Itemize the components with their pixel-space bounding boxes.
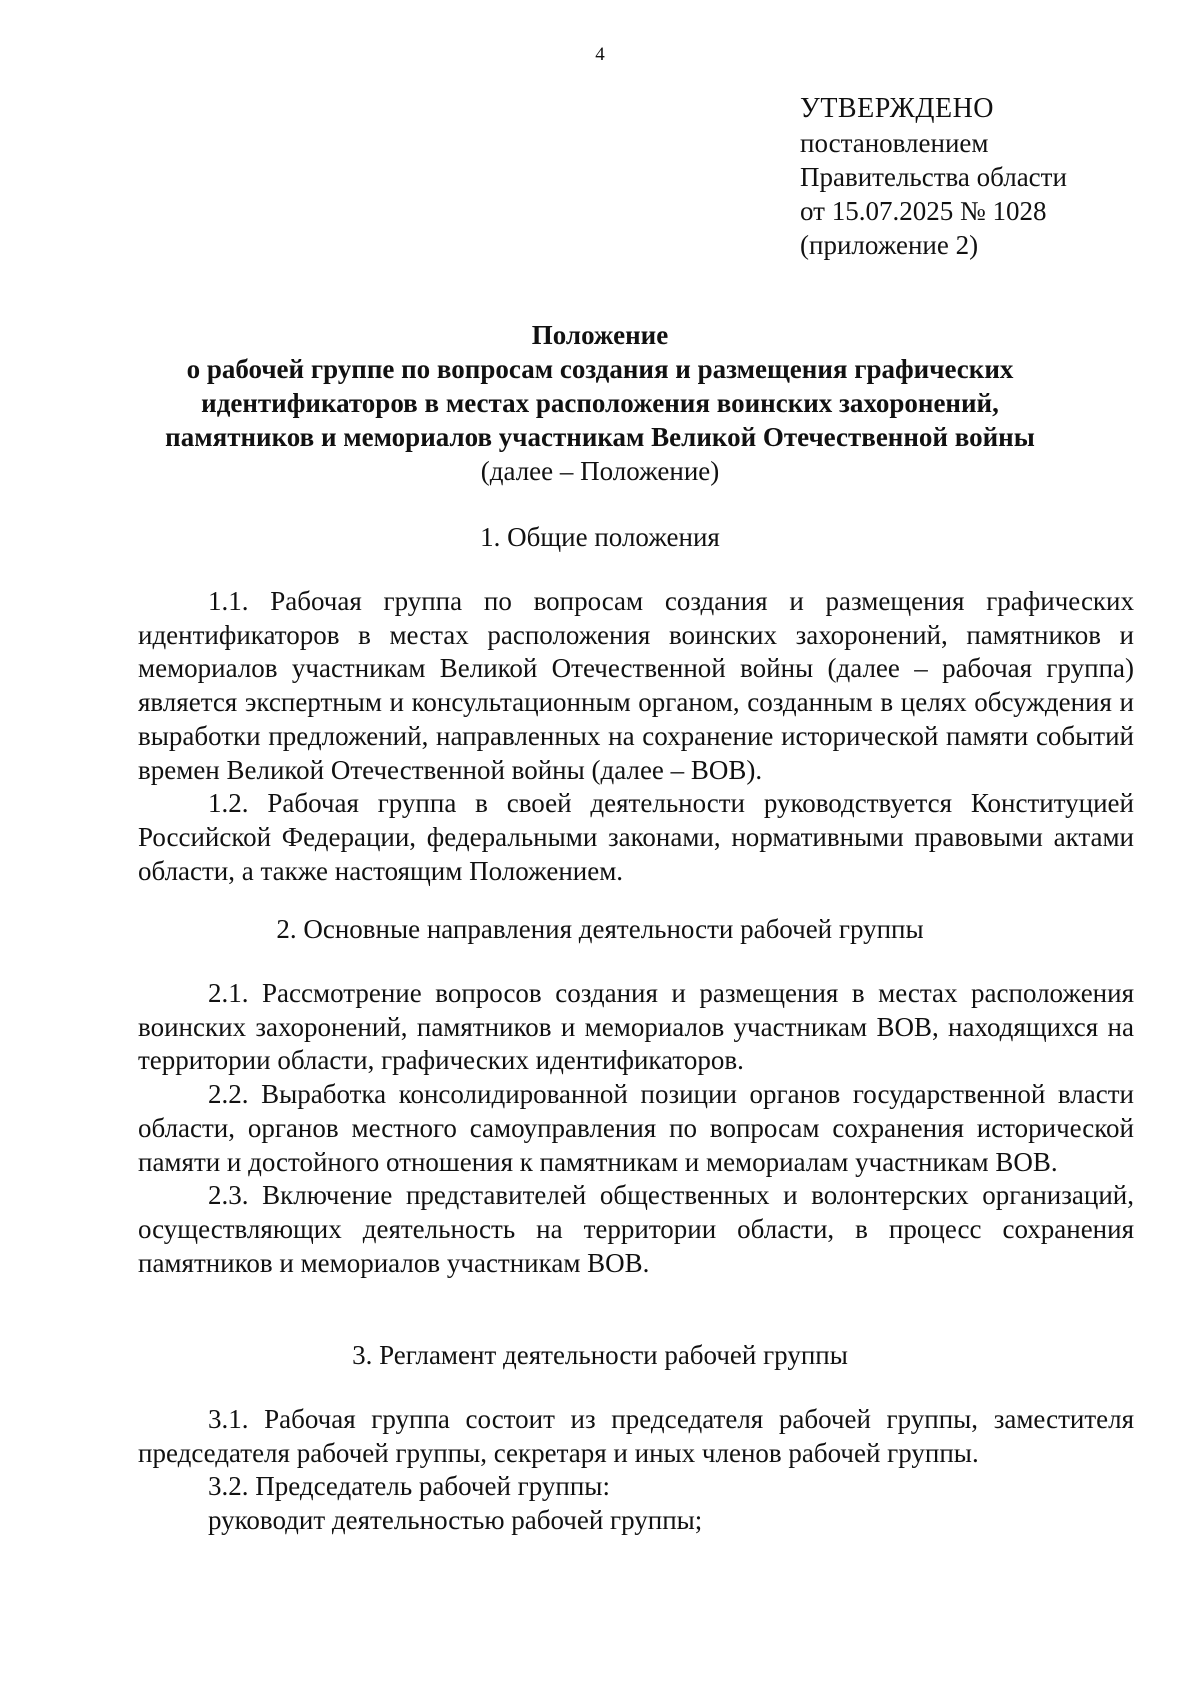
approval-appendix: (приложение 2) [800,230,979,260]
title-line: о рабочей группе по вопросам создания и размещения графических [186,354,1014,384]
paragraph-3-2: 3.2. Председатель рабочей группы: [208,1471,610,1502]
section-1-body [138,585,1134,888]
paragraph-1-1: 1.1. Рабочая группа по вопросам создания и размещения графических идентификаторов в местах расположения воинских захоронений, памятников и мемориалов участникам Великой Отечественной войны (далее – рабочая группа) является экспертным и консультационным органом, созданным в целях обсуждения и выработки предложений, направленных на сохранение исторической памяти событий времен Великой Отечественной войны (далее – ВОВ). [138,586,1134,785]
section-2-body [138,977,1134,1280]
section-heading-3: 3. Регламент деятельности рабочей группы [352,1340,848,1370]
document-title [0,318,1200,488]
section-3-body [138,1403,1134,1538]
approval-heading: УТВЕРЖДЕНО [800,93,995,124]
approval-line: Правительства области [800,162,1067,192]
page-number: 4 [595,44,605,65]
paragraph-2-3: 2.3. Включение представителей общественных и волонтерских организаций, осуществляющих деятельность на территории области, в процесс сохранения памятников и мемориалов участникам ВОВ. [138,1180,1134,1278]
approval-date-number: от 15.07.2025 № 1028 [800,196,1047,226]
section-heading-2: 2. Основные направления деятельности рабочей группы [276,914,924,944]
title-line: памятников и мемориалов участникам Великой Отечественной войны [165,422,1035,452]
title-abbreviation: (далее – Положение) [480,456,720,486]
title-heading: Положение [531,320,669,350]
title-line: идентификаторов в местах расположения воинских захоронений, [201,388,999,418]
approval-stamp [800,92,1067,262]
paragraph-3-1: 3.1. Рабочая группа состоит из председателя рабочей группы, заместителя председателя рабочей группы, секретаря и иных членов рабочей группы. [138,1404,1134,1468]
approval-line: постановлением [800,128,989,158]
paragraph-2-1: 2.1. Рассмотрение вопросов создания и размещения в местах расположения воинских захоронений, памятников и мемориалов участникам ВОВ, находящихся на территории области, графических идентификаторов. [138,978,1134,1076]
section-heading-1: 1. Общие положения [480,522,720,552]
paragraph-2-2: 2.2. Выработка консолидированной позиции органов государственной власти области, органов местного самоуправления по вопросам сохранения исторической памяти и достойного отношения к памятникам и мемориалам участникам ВОВ. [138,1079,1134,1177]
paragraph-3-2-item: руководит деятельностью рабочей группы; [208,1505,703,1536]
paragraph-1-2: 1.2. Рабочая группа в своей деятельности руководствуется Конституцией Российской Федерации, федеральными законами, нормативными правовыми актами области, а также настоящим Положением. [138,788,1134,886]
